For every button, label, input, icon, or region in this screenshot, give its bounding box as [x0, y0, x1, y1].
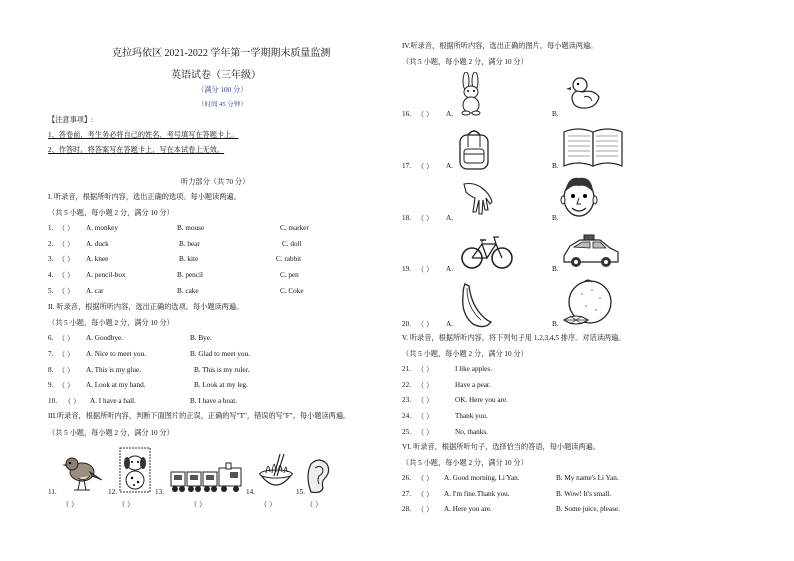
orange-icon [562, 278, 614, 330]
question-number: 12. [108, 488, 117, 496]
option-b: B. Look at my leg. [194, 381, 248, 389]
question-number: 25. [402, 428, 411, 436]
question-number: 20. [402, 320, 411, 328]
sec4-instructions: IV.听录音，根据所听内容，选出正确的图片。每小题读两遍。 [402, 42, 598, 50]
question-number: 16. [402, 110, 411, 118]
option-b: B. mouse [177, 224, 205, 232]
answer-blank[interactable]: （ ） [417, 397, 434, 405]
question-number: 5. [48, 287, 54, 295]
note-1: 1、答卷前，考生务必将自己的姓名、考号填写在答题卡上。 [48, 131, 239, 139]
notes-label: 【注意事项】: [48, 116, 94, 124]
exam-title: 克拉玛依区 2021-2022 学年第一学期期末质量监测 [112, 48, 331, 59]
time-limit: （时间 45 分钟） [198, 101, 247, 108]
answer-blank[interactable]: （ ） [190, 501, 207, 509]
option-b: B. [552, 110, 559, 118]
question-number: 4. [48, 271, 54, 279]
option-b: B. [552, 265, 559, 273]
bicycle-icon [460, 232, 514, 270]
sec3-instructions: III.听录音，根据所听内容，判断下面图片的正误，正确的写"T"，错误的写"F"。每小题读两遍。 [48, 412, 351, 420]
answer-blank[interactable]: （ ） [417, 491, 434, 499]
answer-blank[interactable]: （ ） [58, 256, 75, 264]
noodles-icon [256, 452, 296, 494]
book-icon [562, 124, 624, 170]
option-b: B. Some juice, please. [556, 505, 620, 513]
option-a: A. Good morning, Li Yan. [444, 474, 520, 482]
duck-icon [566, 75, 602, 111]
option-b: B. Glad to meet you. [190, 350, 250, 358]
option-b: B. My name's Li Yan. [556, 474, 619, 482]
option-b: B. Bye. [190, 334, 212, 342]
question-number: 7. [48, 350, 54, 358]
option-c: C. pen [280, 271, 299, 279]
answer-blank[interactable]: （ ） [58, 382, 75, 390]
ear-icon [303, 456, 333, 496]
answer-blank[interactable]: （ ） [58, 225, 75, 233]
note-2: 2、作答时，将答案写在答题卡上，写在本试卷上无效。 [48, 146, 225, 154]
option-b: B. cake [177, 287, 199, 295]
sec6-instructions: VI. 听录音，根据所听句子，选择恰当的答语，每小题读两遍。 [402, 443, 601, 451]
option-a: A. [446, 265, 453, 273]
question-number: 14. [246, 488, 255, 496]
question-number: 22. [402, 381, 411, 389]
option-a: A. I have a ball. [90, 397, 136, 405]
option-a: A. car [86, 287, 104, 295]
sentence-text: OK. Here you are. [455, 396, 508, 404]
answer-blank[interactable]: （ ） [417, 366, 434, 374]
question-number: 21. [402, 365, 411, 373]
option-a: A. pencil-box [86, 271, 126, 279]
sec5-instructions: V. 听录音，根据所听内容，将下列句子用 1,2,3,4,5 排序。对话读两遍。 [402, 334, 626, 342]
option-b: B. I have a boat. [190, 397, 238, 405]
answer-blank[interactable]: （ ） [118, 501, 135, 509]
sentence-text: I like apples. [455, 365, 492, 373]
sec5-score: （共 5 小题，每小题 2 分，满分 10 分） [402, 350, 528, 358]
question-number: 28. [402, 505, 411, 513]
option-c: C. doll [282, 240, 302, 248]
question-number: 26. [402, 474, 411, 482]
option-a: A. duck [86, 240, 109, 248]
answer-blank[interactable]: （ ） [417, 266, 434, 274]
option-a: A. [446, 320, 453, 328]
question-number: 19. [402, 265, 411, 273]
option-a: A. I'm fine.Thank you. [444, 490, 510, 498]
sentence-text: No, thanks. [455, 428, 488, 436]
question-number: 6. [48, 334, 54, 342]
answer-blank[interactable]: （ ） [417, 413, 434, 421]
option-c: C. rabbit [276, 255, 302, 263]
answer-blank[interactable]: （ ） [417, 475, 434, 483]
question-number: 15. [296, 488, 305, 496]
dog-picture-icon [119, 447, 151, 493]
answer-blank[interactable]: （ ） [417, 321, 434, 329]
answer-blank[interactable]: （ ） [417, 163, 434, 171]
option-a: A. [446, 162, 453, 170]
bird-icon [60, 450, 104, 494]
schoolbag-icon [456, 127, 492, 171]
answer-blank[interactable]: （ ） [417, 215, 434, 223]
option-a: A. [446, 214, 453, 222]
option-a: A. Here you are. [444, 505, 492, 513]
question-number: 13. [155, 488, 164, 496]
question-number: 2. [48, 240, 54, 248]
question-number: 9. [48, 381, 54, 389]
option-a: A. Look at my hand. [86, 381, 146, 389]
question-number: 8. [48, 366, 54, 374]
option-b: B. Wow! It's small. [556, 490, 612, 498]
answer-blank[interactable]: （ ） [260, 501, 277, 509]
question-number: 3. [48, 255, 54, 263]
option-b: B. pencil [177, 271, 203, 279]
option-b: B. kite [179, 255, 199, 263]
exam-subtitle: 英语试卷（三年级） [171, 70, 261, 81]
question-number: 23. [402, 396, 411, 404]
option-a: A. Goodbye. [86, 334, 123, 342]
answer-blank[interactable]: （ ） [58, 351, 75, 359]
option-b: B. [552, 320, 559, 328]
sec2-instructions: II. 听录音，根据所听内容，选出正确的选项。每小题读两遍。 [48, 303, 244, 311]
face-icon [560, 172, 598, 220]
question-number: 27. [402, 490, 411, 498]
sec6-score: （共 5 小题，每小题 2 分，满分 10 分） [402, 459, 528, 467]
option-a: A. knee [86, 255, 109, 263]
question-number: 24. [402, 412, 411, 420]
listening-heading: 听力部分（共 70 分） [181, 178, 250, 186]
option-b: B. [552, 214, 559, 222]
full-score: （满分 100 分） [197, 86, 248, 94]
sentence-text: Thank you. [455, 412, 488, 420]
sentence-text: Have a pear. [455, 381, 491, 389]
answer-blank[interactable]: （ ） [417, 506, 434, 514]
sec1-instructions: I. 听录音，根据所听内容，选出正确的选项。每小题读两遍。 [48, 193, 241, 201]
car-icon [560, 232, 620, 270]
option-c: C. Coke [280, 287, 304, 295]
option-c: C. marker [280, 224, 309, 232]
sec3-score: （共 5 小题，每小题 2 分，满分 10 分） [48, 429, 174, 437]
answer-blank[interactable]: （ ） [58, 272, 75, 280]
option-b: B. This is my ruler. [194, 366, 250, 374]
answer-blank[interactable]: （ ） [58, 241, 75, 249]
answer-blank[interactable]: （ ） [64, 398, 81, 406]
option-a: A. [446, 110, 453, 118]
question-number: 18. [402, 214, 411, 222]
answer-blank[interactable]: （ ） [417, 429, 434, 437]
answer-blank[interactable]: （ ） [306, 501, 323, 509]
question-number: 10. [48, 397, 57, 405]
answer-blank[interactable]: （ ） [58, 335, 75, 343]
question-number: 11. [48, 488, 57, 496]
option-a: A. This is my glue. [86, 366, 141, 374]
question-number: 1. [48, 224, 54, 232]
rabbit-icon [456, 72, 486, 116]
answer-blank[interactable]: （ ） [58, 367, 75, 375]
answer-blank[interactable]: （ ） [62, 501, 79, 509]
answer-blank[interactable]: （ ） [417, 382, 434, 390]
sec1-score: （共 5 小题，每小题 2 分，满分 10 分） [48, 209, 174, 217]
sec2-score: （共 5 小题，每小题 2 分，满分 10 分） [48, 319, 174, 327]
answer-blank[interactable]: （ ） [58, 288, 75, 296]
banana-icon [455, 280, 495, 330]
answer-blank[interactable]: （ ） [417, 111, 434, 119]
option-a: A. Nice to meet you. [86, 350, 146, 358]
sec4-score: （共 5 小题，每小题 2 分，满分 10 分） [402, 58, 528, 66]
train-icon [170, 462, 244, 494]
option-b: B. [552, 162, 559, 170]
question-number: 17. [402, 162, 411, 170]
option-a: A. monkey [86, 224, 118, 232]
option-b: B. bear [179, 240, 200, 248]
hand-icon [460, 180, 496, 220]
